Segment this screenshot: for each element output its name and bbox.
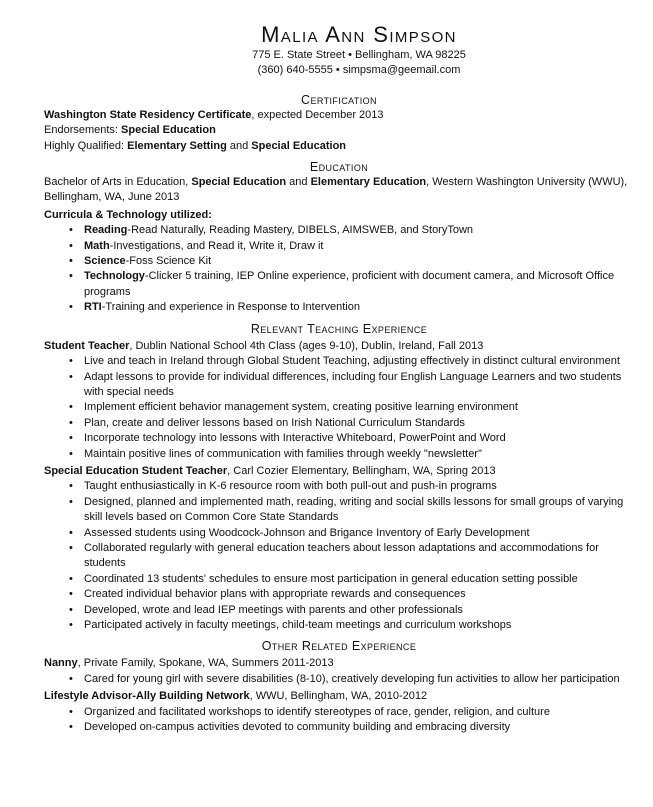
curricula-label: Curricula & Technology utilized: [44, 208, 212, 221]
curricula-item-rti [44, 300, 634, 315]
duty-item: • Organized and facilitated workshops to identify stereotypes of race, gender, religion, and culture [44, 705, 634, 720]
job-heading-nanny [44, 656, 634, 671]
duty-item: • Participated actively in faculty meetings, child-team meetings and curriculum workshops [44, 618, 634, 633]
degree-part-2: , Western Washington University (WWU), Bellingham, WA, June 2013 [44, 176, 628, 204]
duties-list-lifestyle-advisor [44, 705, 634, 736]
duty-item: • Assessed students using Woodcock-Johnson and Brigance Inventory of Early Development [44, 526, 634, 541]
duty-item: • Coordinated 13 students' schedules to ensure most participation in general education setting possible [44, 572, 634, 587]
duties-list-nanny [44, 672, 634, 687]
curricula-item-label: Technology [84, 270, 145, 283]
duty-item: • Cared for young girl with severe disabilities (8-10), creatively developing fun activities to allow her participation [44, 672, 634, 687]
duty-item: • Developed, wrote and lead IEP meetings with parents and other professionals [44, 603, 634, 618]
highly-qualified-and: and [226, 139, 252, 152]
job-detail: , WWU, Bellingham, WA, 2010-2012 [249, 690, 428, 703]
duty-item: • Live and teach in Ireland through Global Student Teaching, adjusting effectively in distinct cultural environment [44, 354, 634, 369]
duties-list-special-ed-teacher [44, 479, 634, 633]
curricula-item-label: RTI [84, 301, 102, 314]
duty-item: • Taught enthusiastically in K-6 resource room with both pull-out and push-in programs [44, 479, 634, 494]
duty-item: • Maintain positive lines of communication with families through weekly "newsletter" [44, 447, 634, 462]
curricula-label-line [44, 208, 634, 223]
endorsements-value: Special Education [121, 124, 216, 137]
curricula-item-label: Reading [84, 224, 128, 237]
duty-item: • Developed on-campus activities devoted to community building and embracing diversity [44, 720, 634, 735]
job-heading-lifestyle-advisor [44, 689, 634, 704]
degree-major-2: Elementary Education [310, 176, 427, 189]
curricula-item-text: -Clicker 5 training, IEP Online experience, proficient with document camera, and Microsoft Office programs [84, 270, 615, 298]
section-heading-certification: Certification [301, 92, 377, 107]
job-detail: , Private Family, Spokane, WA, Summers 2011-2013 [77, 657, 334, 670]
curricula-item-label: Science [84, 255, 126, 268]
endorsements-line [44, 123, 634, 138]
duty-item: • Collaborated regularly with general education teachers about lesson adaptations and accommodations for students [44, 541, 634, 572]
duty-item: • Adapt lessons to provide for individual differences, including four English Language Learners and two students with special needs [44, 370, 634, 401]
duty-item: • Created individual behavior plans with appropriate rewards and consequences [44, 587, 634, 602]
highly-qualified-label: Highly Qualified: [44, 139, 128, 152]
duty-item: • Plan, create and deliver lessons based on Irish National Curriculum Standards [44, 416, 634, 431]
certificate-name: Washington State Residency Certificate [44, 108, 252, 121]
job-heading-special-ed-teacher [44, 464, 634, 479]
endorsements-label: Endorsements: [44, 124, 122, 137]
certificate-date: , expected December 2013 [251, 108, 384, 121]
job-title: Student Teacher [44, 339, 130, 352]
degree-part-1: Bachelor of Arts in Education, [44, 176, 192, 189]
degree-major-1: Special Education [191, 176, 287, 189]
curricula-item-text: -Training and experience in Response to Intervention [101, 301, 360, 314]
contact-phone-email: (360) 640-5555 • simpsma@geemail.com [257, 64, 461, 77]
highly-qualified-line [44, 139, 634, 154]
curricula-item-science [44, 254, 634, 269]
curricula-item-technology [44, 269, 634, 300]
highly-qualified-value-2: Special Education [251, 139, 347, 152]
curricula-item-math [44, 239, 634, 254]
section-heading-other: Other Related Experience [261, 639, 417, 654]
degree-line [44, 175, 634, 206]
contact-address: 775 E. State Street • Bellingham, WA 98225 [252, 49, 466, 61]
job-title: Lifestyle Advisor-Ally Building Network [44, 690, 250, 703]
section-heading-teaching: Relevant Teaching Experience [250, 321, 428, 336]
certificate-line [44, 108, 634, 123]
resume-page [44, 22, 634, 735]
curricula-item-label: Math [84, 239, 110, 252]
duty-item: • Incorporate technology into lessons with Interactive Whiteboard, PowerPoint and Word [44, 431, 634, 446]
curricula-item-text: -Investigations, and Read it, Write it, Draw it [109, 239, 324, 252]
degree-and: and [286, 176, 311, 189]
job-title: Nanny [44, 657, 78, 670]
curricula-item-text: -Read Naturally, Reading Mastery, DIBELS, AIMSWEB, and StoryTown [127, 224, 474, 237]
job-title: Special Education Student Teacher [44, 464, 228, 477]
duty-item: • Implement efficient behavior management system, creating positive learning environment [44, 400, 634, 415]
job-detail: , Carl Cozier Elementary, Bellingham, WA, Spring 2013 [227, 464, 496, 477]
job-detail: , Dublin National School 4th Class (ages 9-10), Dublin, Ireland, Fall 2013 [129, 339, 484, 352]
curricula-item-reading [44, 223, 634, 238]
curricula-list [44, 223, 634, 315]
section-heading-education: Education [309, 160, 369, 175]
duties-list-student-teacher [44, 354, 634, 462]
curricula-item-text: -Foss Science Kit [125, 255, 212, 268]
duty-item: • Designed, planned and implemented math, reading, writing and social skills lessons for small groups of varying skill levels based on Common Core State Standards [44, 495, 634, 526]
job-heading-student-teacher [44, 339, 634, 354]
highly-qualified-value-1: Elementary Setting [127, 139, 227, 152]
candidate-name: Malia Ann Simpson [261, 22, 457, 47]
